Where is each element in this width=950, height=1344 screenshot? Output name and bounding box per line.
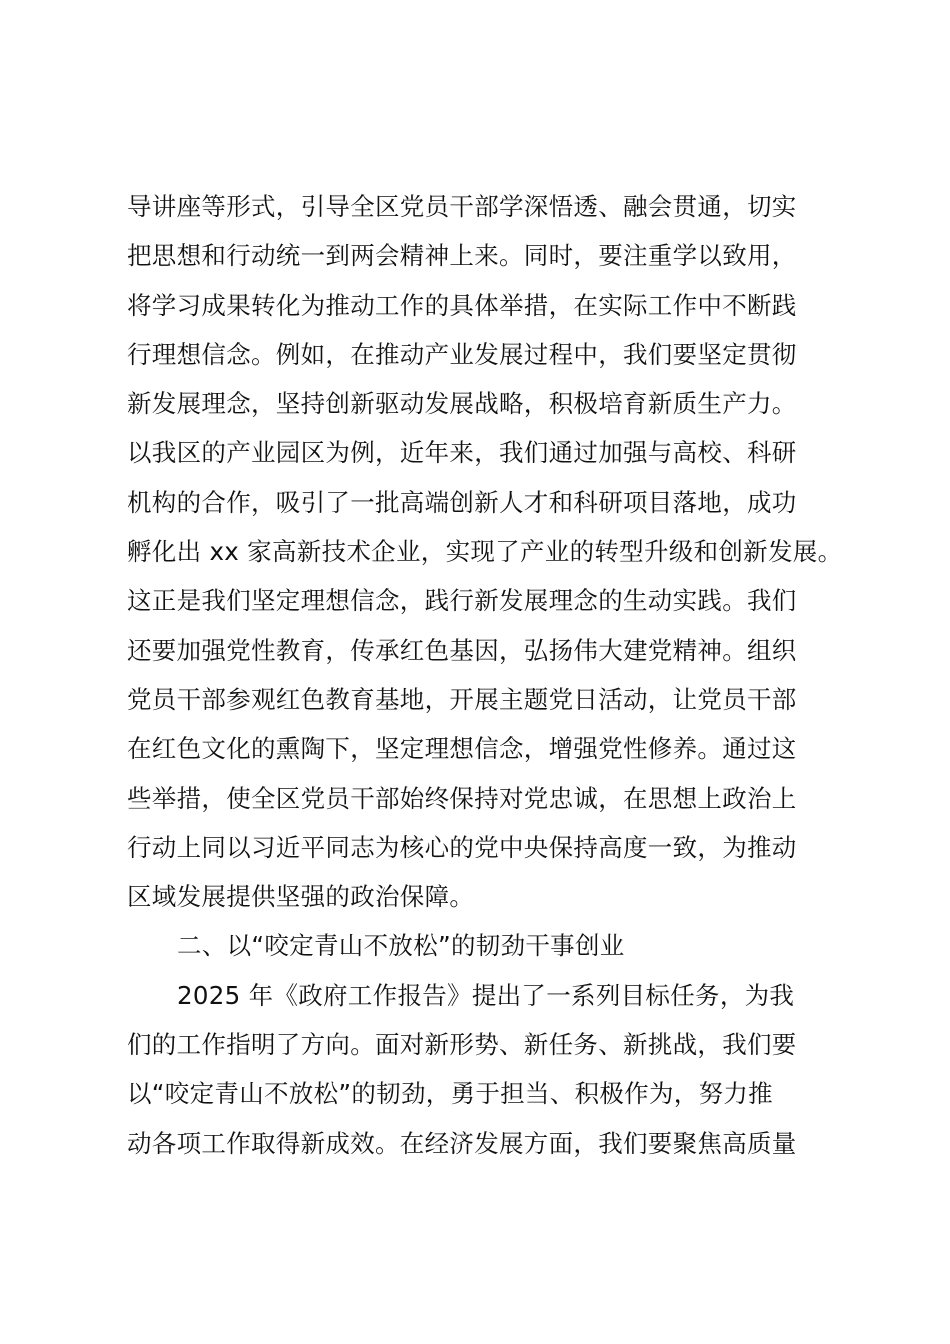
text-line: 把思想和行动统一到两会精神上来。同时，要注重学以致用， bbox=[127, 241, 797, 271]
text-line: 孵化出 xx 家高新技术企业，实现了产业的转型升级和创新发展。 bbox=[127, 537, 843, 567]
text-line: 些举措，使全区党员干部始终保持对党忠诚，在思想上政治上 bbox=[127, 783, 797, 813]
text-line: 导讲座等形式，引导全区党员干部学深悟透、融会贯通，切实 bbox=[127, 192, 797, 221]
text-line: 在红色文化的熏陶下，坚定理想信念，增强党性修养。通过这 bbox=[127, 734, 797, 764]
text-line: 还要加强党性教育，传承红色基因，弘扬伟大建党精神。组织 bbox=[127, 635, 797, 665]
text-line: 以“咬定青山不放松”的韧劲，勇于担当、积极作为，努力推 bbox=[127, 1079, 773, 1109]
text-line: 将学习成果转化为推动工作的具体举措，在实际工作中不断践 bbox=[127, 290, 797, 320]
document-body bbox=[127, 182, 847, 1168]
text-line: 以我区的产业园区为例，近年来，我们通过加强与高校、科研 bbox=[127, 438, 797, 468]
text-line: 新发展理念，坚持创新驱动发展战略，积极培育新质生产力。 bbox=[127, 389, 797, 419]
text-line: 行理想信念。例如，在推动产业发展过程中，我们要坚定贯彻 bbox=[127, 339, 797, 369]
text-line: 2025 年《政府工作报告》提出了一系列目标任务，为我 bbox=[177, 980, 795, 1010]
text-line: 动各项工作取得新成效。在经济发展方面，我们要聚焦高质量 bbox=[127, 1128, 797, 1158]
text-line: 党员干部参观红色教育基地，开展主题党日活动，让党员干部 bbox=[127, 684, 797, 714]
text-line: 这正是我们坚定理想信念，践行新发展理念的生动实践。我们 bbox=[127, 586, 797, 616]
text-line: 区域发展提供坚强的政治保障。 bbox=[127, 882, 475, 912]
paragraph bbox=[127, 182, 847, 921]
text-line: 机构的合作，吸引了一批高端创新人才和科研项目落地，成功 bbox=[127, 487, 797, 517]
heading-text: 二、以“咬定青山不放松”的韧劲干事创业 bbox=[177, 931, 625, 961]
text-line: 行动上同以习近平同志为核心的党中央保持高度一致，为推动 bbox=[127, 832, 797, 862]
text-line: 们的工作指明了方向。面对新形势、新任务、新挑战，我们要 bbox=[127, 1030, 797, 1060]
section-heading bbox=[127, 921, 847, 970]
paragraph bbox=[127, 971, 847, 1168]
